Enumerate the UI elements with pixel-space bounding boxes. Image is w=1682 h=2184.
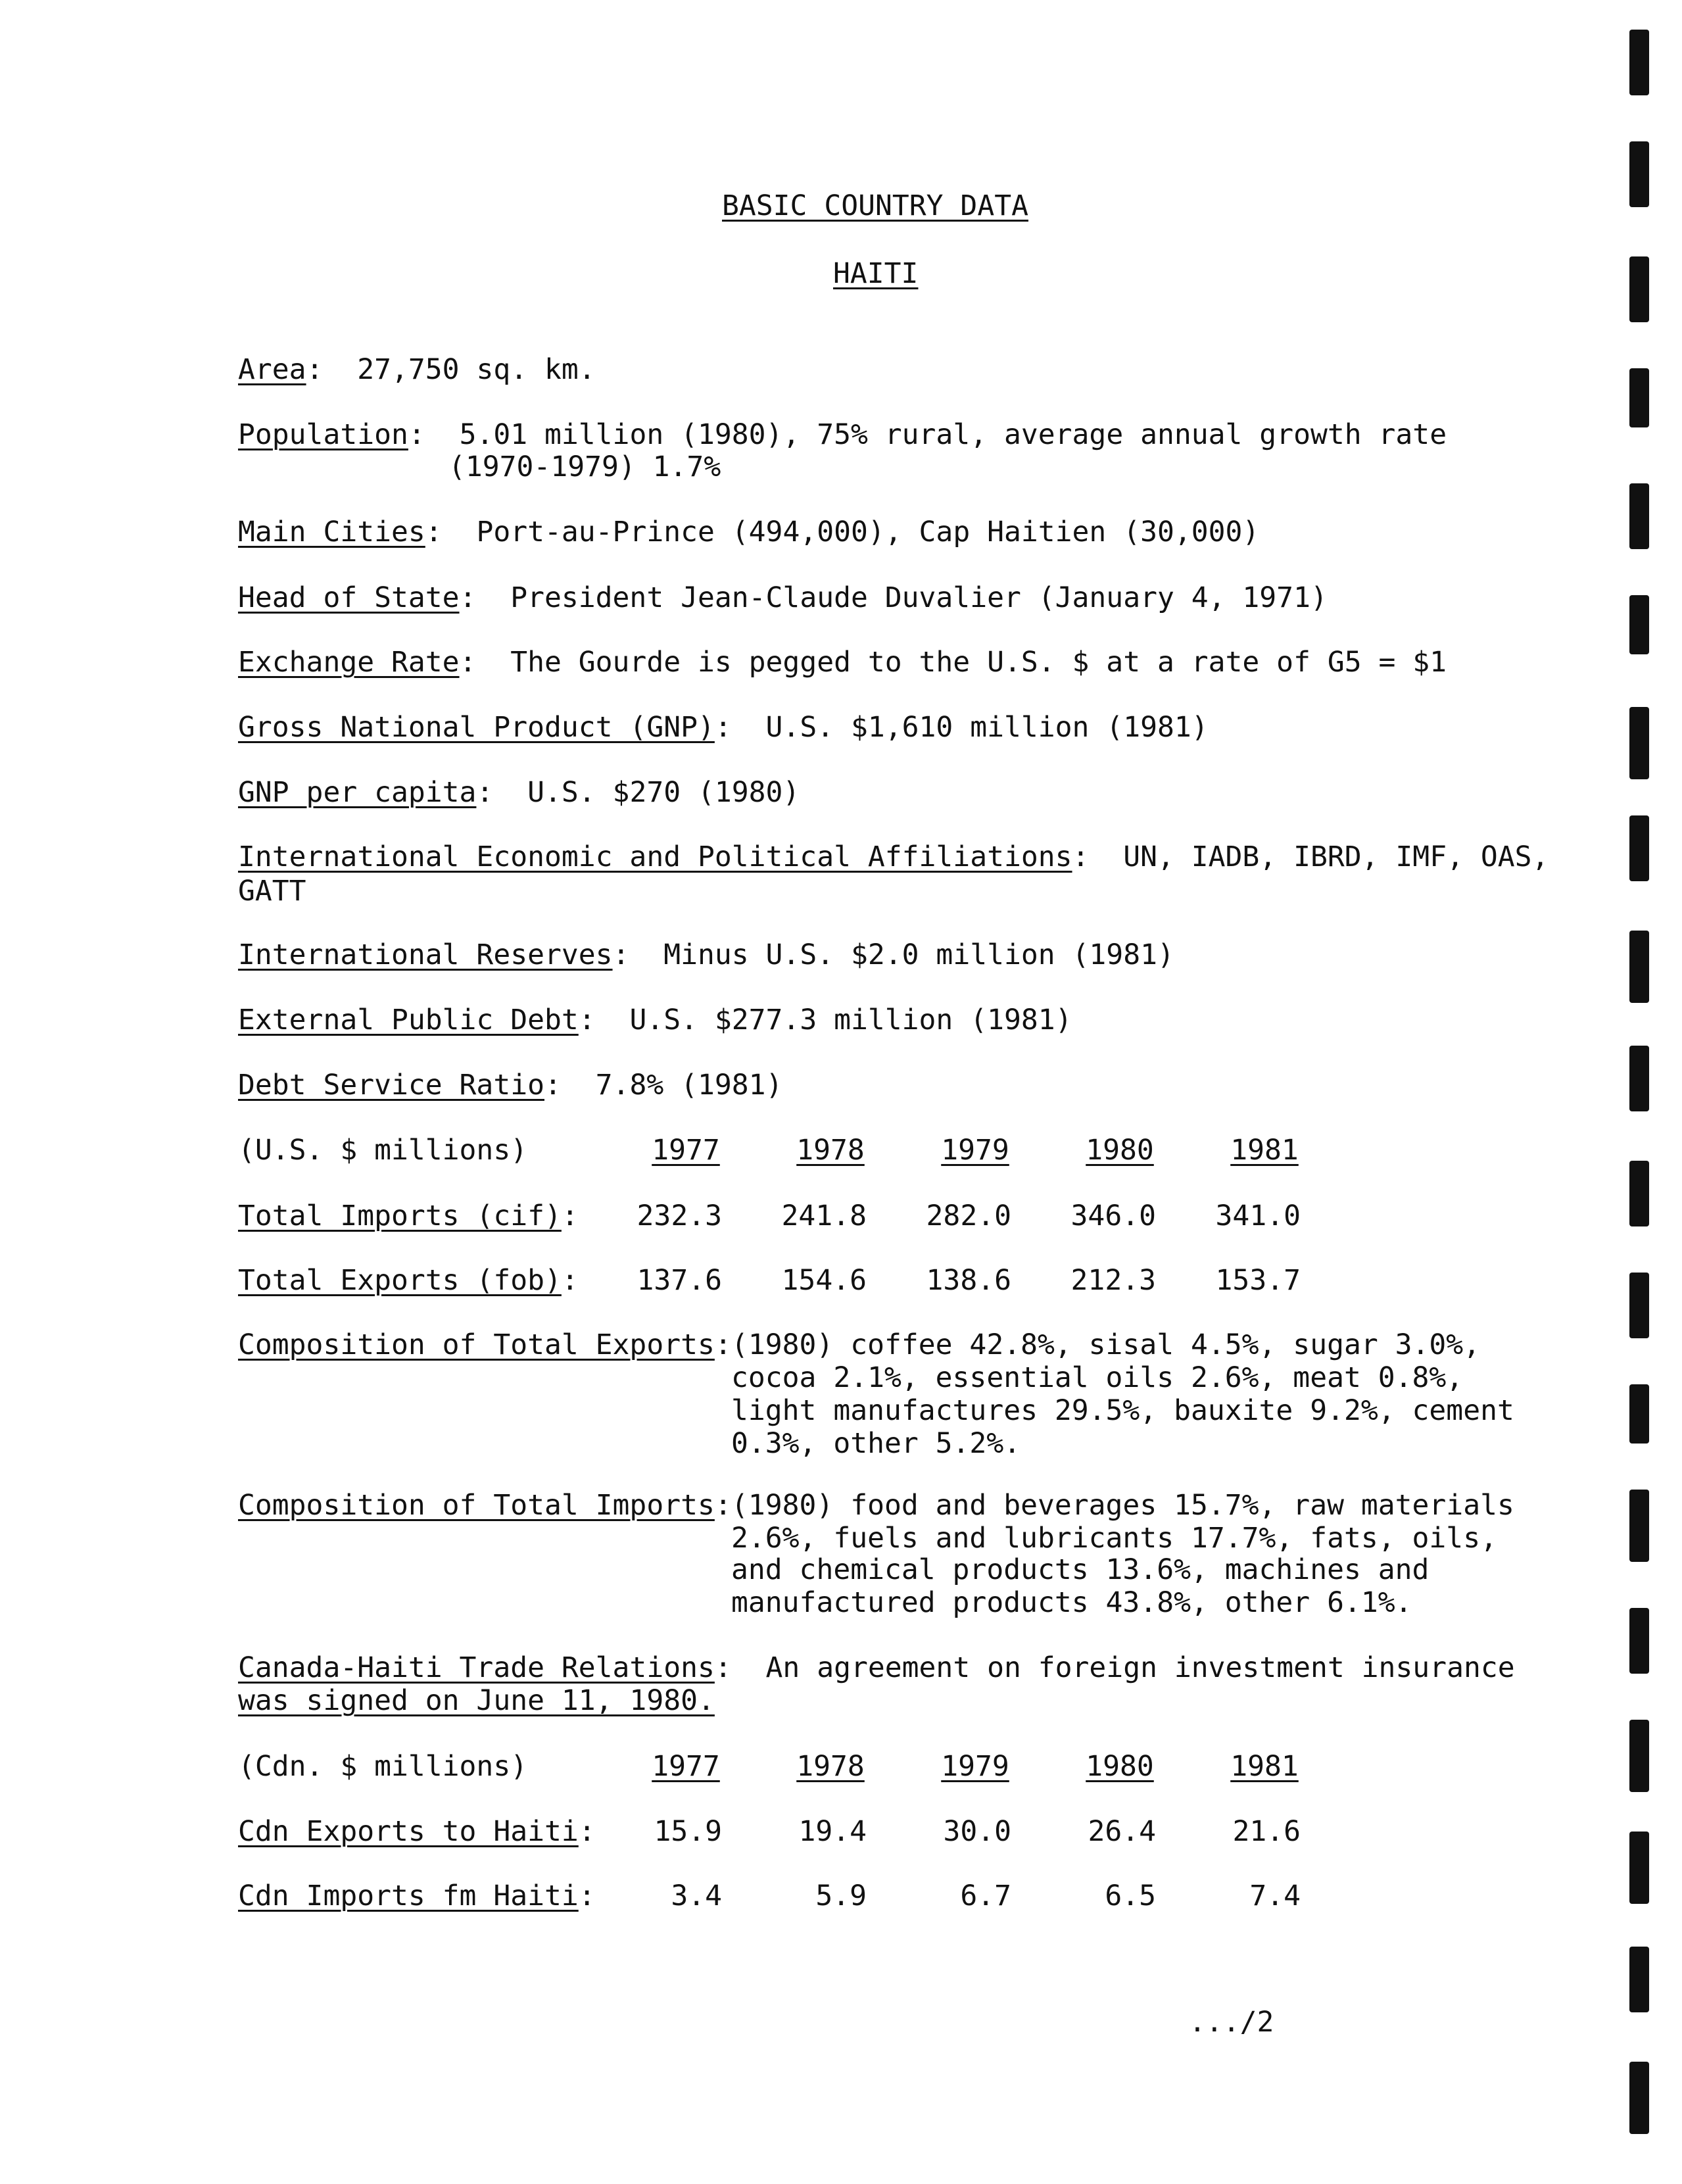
page-continuation-marker: .../2 bbox=[1189, 2006, 1274, 2039]
gnp-value: U.S. $1,610 million (1981) bbox=[765, 711, 1209, 744]
trade-row-label-text: Total Exports (fob) bbox=[238, 1264, 562, 1297]
scan-edge-mark bbox=[1629, 368, 1649, 427]
colon: : bbox=[459, 581, 511, 614]
scan-edge-mark bbox=[1629, 1832, 1649, 1904]
cdn-row-label bbox=[238, 1882, 596, 1910]
scan-edge-mark bbox=[1629, 1273, 1649, 1338]
affiliations-label: International Economic and Political Affiliations bbox=[238, 840, 1072, 873]
population-label: Population bbox=[238, 418, 408, 451]
colon: : bbox=[306, 353, 358, 386]
area-value: 27,750 sq. km. bbox=[357, 353, 596, 386]
head-of-state-row bbox=[238, 581, 1328, 614]
trade-cell: 137.6 bbox=[637, 1264, 722, 1297]
cdn-cell: 15.9 bbox=[654, 1815, 722, 1848]
trade-cell: 241.8 bbox=[781, 1200, 867, 1232]
affiliations-value: UN, IADB, IBRD, IMF, OAS, bbox=[1123, 840, 1549, 873]
scan-edge-mark bbox=[1629, 815, 1649, 881]
external-debt-label: External Public Debt bbox=[238, 1004, 579, 1036]
cdn-table-year: 1979 bbox=[941, 1750, 1009, 1783]
cdn-row-label-text: Cdn Imports fm Haiti bbox=[238, 1880, 579, 1912]
canada-trade-label: Canada-Haiti Trade Relations bbox=[238, 1651, 715, 1684]
gnp-row bbox=[238, 711, 1209, 744]
affiliations-value-cont: GATT bbox=[238, 875, 306, 908]
exports-composition-line: (1980) coffee 42.8%, sisal 4.5%, sugar 3.0%, bbox=[731, 1328, 1481, 1361]
cdn-cell: 6.7 bbox=[960, 1880, 1011, 1912]
gnp-per-capita-label: GNP per capita bbox=[238, 776, 477, 809]
canada-trade-value-cont: was signed on June 11, 1980. bbox=[238, 1684, 715, 1717]
exchange-rate-value: The Gourde is pegged to the U.S. $ at a rate of G5 = $1 bbox=[510, 646, 1447, 679]
exchange-rate-label: Exchange Rate bbox=[238, 646, 460, 679]
main-cities-row bbox=[238, 518, 1259, 546]
colon: : bbox=[561, 1200, 579, 1232]
cdn-cell: 30.0 bbox=[943, 1815, 1011, 1848]
trade-table-year: 1977 bbox=[652, 1134, 720, 1167]
scan-edge-mark bbox=[1629, 30, 1649, 95]
colon: : bbox=[1072, 840, 1124, 873]
main-cities-label: Main Cities bbox=[238, 516, 425, 548]
colon: : bbox=[459, 646, 511, 679]
debt-service-row bbox=[238, 1071, 782, 1100]
affiliations-row bbox=[238, 840, 1549, 873]
trade-table-year: 1981 bbox=[1230, 1134, 1299, 1167]
main-cities-value: Port-au-Prince (494,000), Cap Haitien (30,000) bbox=[476, 516, 1260, 548]
debt-service-label: Debt Service Ratio bbox=[238, 1069, 544, 1102]
trade-row-label bbox=[238, 1264, 579, 1297]
cdn-table-year: 1977 bbox=[652, 1750, 720, 1783]
imports-composition-line: 2.6%, fuels and lubricants 17.7%, fats, oils, bbox=[731, 1522, 1497, 1555]
canada-trade-row bbox=[238, 1651, 1515, 1684]
reserves-value: Minus U.S. $2.0 million (1981) bbox=[663, 938, 1174, 971]
colon: : bbox=[612, 938, 664, 971]
colon: : bbox=[714, 1328, 732, 1361]
document-title: BASIC COUNTRY DATA bbox=[722, 189, 1028, 222]
scan-edge-mark bbox=[1629, 1490, 1649, 1562]
imports-composition-line: and chemical products 13.6%, machines and bbox=[731, 1553, 1430, 1586]
scan-edge-mark bbox=[1629, 483, 1649, 549]
imports-composition-line: (1980) food and beverages 15.7%, raw materials bbox=[731, 1489, 1514, 1522]
exports-composition-label-row bbox=[238, 1328, 732, 1361]
colon: : bbox=[578, 1004, 630, 1036]
canada-trade-value: An agreement on foreign investment insurance bbox=[765, 1651, 1515, 1684]
trade-cell: 346.0 bbox=[1070, 1200, 1156, 1232]
trade-cell: 154.6 bbox=[781, 1264, 867, 1297]
cdn-table-year: 1978 bbox=[796, 1750, 865, 1783]
cdn-cell: 26.4 bbox=[1088, 1815, 1156, 1848]
population-value-cont: (1970-1979) 1.7% bbox=[448, 450, 721, 483]
cdn-row-label-text: Cdn Exports to Haiti bbox=[238, 1815, 579, 1848]
trade-table-year: 1978 bbox=[796, 1134, 865, 1167]
trade-cell: 212.3 bbox=[1070, 1264, 1156, 1297]
gnp-per-capita-row bbox=[238, 776, 800, 809]
scan-edge-mark bbox=[1629, 707, 1649, 779]
imports-composition-label: Composition of Total Imports bbox=[238, 1489, 715, 1522]
imports-composition-line: manufactured products 43.8%, other 6.1%. bbox=[731, 1586, 1412, 1619]
gnp-per-capita-value: U.S. $270 (1980) bbox=[527, 776, 800, 809]
reserves-label: International Reserves bbox=[238, 938, 613, 971]
cdn-cell: 21.6 bbox=[1232, 1815, 1301, 1848]
debt-service-value: 7.8% (1981) bbox=[595, 1069, 783, 1102]
exports-composition-line: 0.3%, other 5.2%. bbox=[731, 1427, 1021, 1460]
colon: : bbox=[408, 418, 460, 451]
scan-edge-mark bbox=[1629, 1720, 1649, 1792]
trade-table-year: 1980 bbox=[1086, 1134, 1154, 1167]
trade-table-year: 1979 bbox=[941, 1134, 1009, 1167]
population-value: 5.01 million (1980), 75% rural, average annual growth rate bbox=[459, 418, 1447, 451]
scan-edge-mark bbox=[1629, 1161, 1649, 1226]
cdn-row-label bbox=[238, 1815, 596, 1848]
scan-edge-mark bbox=[1629, 2062, 1649, 2134]
trade-table-unit: (U.S. $ millions) bbox=[238, 1134, 528, 1167]
exchange-rate-row bbox=[238, 648, 1447, 677]
colon: : bbox=[425, 516, 477, 548]
reserves-row bbox=[238, 938, 1174, 971]
scan-edge-mark bbox=[1629, 256, 1649, 322]
scan-edge-mark bbox=[1629, 595, 1649, 654]
imports-composition-label-row bbox=[238, 1489, 732, 1522]
scan-edge-mark bbox=[1629, 141, 1649, 207]
trade-row-label-text: Total Imports (cif) bbox=[238, 1200, 562, 1232]
scan-edge-mark bbox=[1629, 1608, 1649, 1674]
colon: : bbox=[714, 711, 766, 744]
scan-edge-mark bbox=[1629, 1046, 1649, 1111]
exports-composition-label: Composition of Total Exports bbox=[238, 1328, 715, 1361]
trade-cell: 232.3 bbox=[637, 1200, 722, 1232]
colon: : bbox=[561, 1264, 579, 1297]
population-row bbox=[238, 418, 1447, 451]
cdn-cell: 3.4 bbox=[671, 1880, 722, 1912]
external-debt-row bbox=[238, 1006, 1072, 1034]
cdn-cell: 6.5 bbox=[1105, 1880, 1156, 1912]
external-debt-value: U.S. $277.3 million (1981) bbox=[629, 1004, 1072, 1036]
colon: : bbox=[714, 1651, 766, 1684]
trade-cell: 138.6 bbox=[926, 1264, 1011, 1297]
cdn-cell: 19.4 bbox=[798, 1815, 867, 1848]
head-of-state-value: President Jean-Claude Duvalier (January 4, 1971) bbox=[510, 581, 1328, 614]
colon: : bbox=[578, 1880, 596, 1912]
exports-composition-line: light manufactures 29.5%, bauxite 9.2%, cement bbox=[731, 1394, 1514, 1427]
cdn-cell: 7.4 bbox=[1249, 1880, 1301, 1912]
head-of-state-label: Head of State bbox=[238, 581, 460, 614]
cdn-table-year: 1980 bbox=[1086, 1750, 1154, 1783]
cdn-table-year: 1981 bbox=[1230, 1750, 1299, 1783]
scan-edge-mark bbox=[1629, 1947, 1649, 2012]
gnp-label: Gross National Product (GNP) bbox=[238, 711, 715, 744]
cdn-cell: 5.9 bbox=[815, 1880, 867, 1912]
exports-composition-line: cocoa 2.1%, essential oils 2.6%, meat 0.8%, bbox=[731, 1361, 1464, 1394]
colon: : bbox=[476, 776, 528, 809]
area-label: Area bbox=[238, 353, 306, 386]
colon: : bbox=[714, 1489, 732, 1522]
trade-cell: 282.0 bbox=[926, 1200, 1011, 1232]
scan-edge-mark bbox=[1629, 931, 1649, 1003]
colon: : bbox=[578, 1815, 596, 1848]
trade-cell: 341.0 bbox=[1215, 1200, 1301, 1232]
trade-row-label bbox=[238, 1202, 579, 1230]
scan-edge-mark bbox=[1629, 1384, 1649, 1444]
trade-cell: 153.7 bbox=[1215, 1264, 1301, 1297]
cdn-table-unit: (Cdn. $ millions) bbox=[238, 1750, 528, 1783]
colon: : bbox=[544, 1069, 596, 1102]
area-row bbox=[238, 353, 596, 386]
country-name: HAITI bbox=[833, 257, 919, 290]
